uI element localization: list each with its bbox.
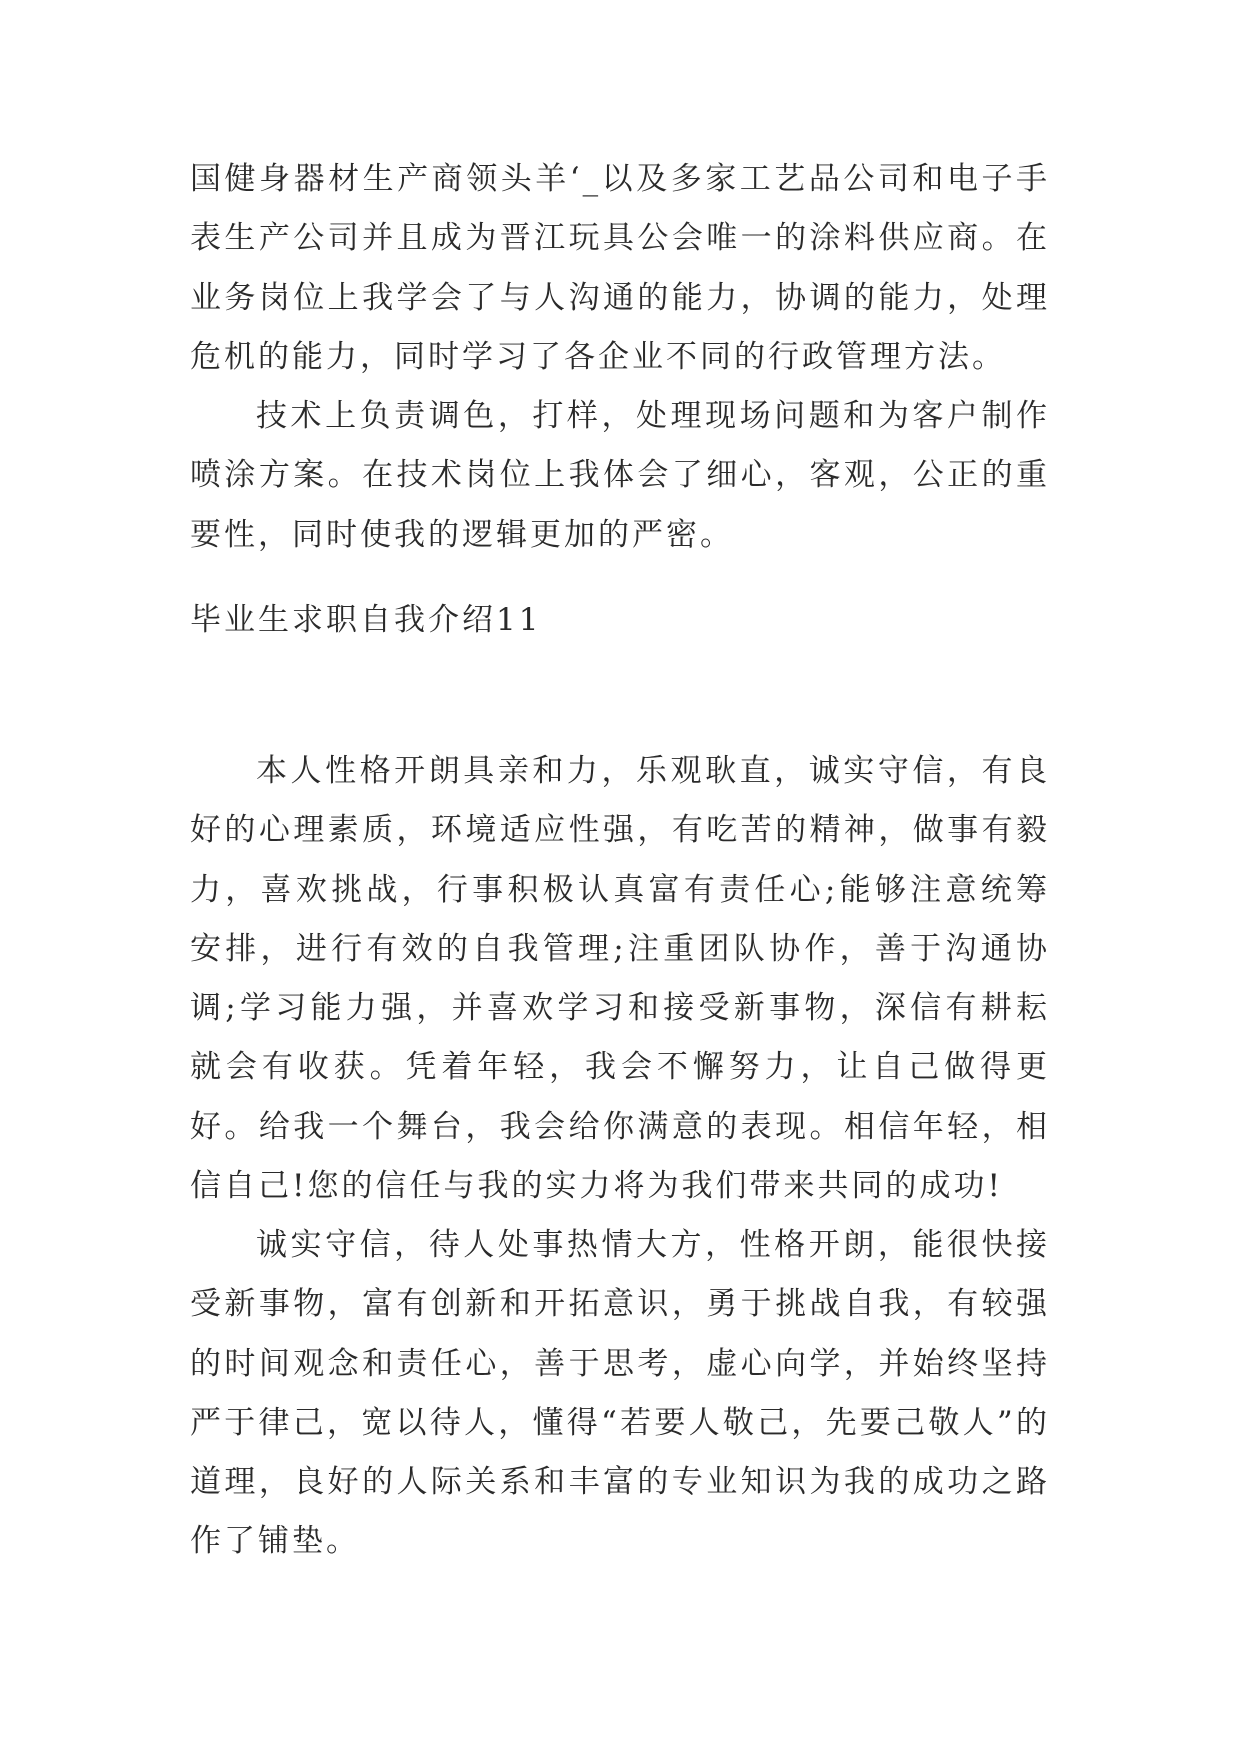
paragraph-continued: 国健身器材生产商领头羊‘_以及多家工艺品公司和电子手表生产公司并且成为晋江玩具公会唯一的涂料供应商。在业务岗位上我学会了与人沟通的能力，协调的能力，处理危机的能力，同时学习了各企业不同的行政管理方法。	[190, 161, 1050, 375]
paragraph-self-introduction: 本人性格开朗具亲和力，乐观耿直，诚实守信，有良好的心理素质，环境适应性强，有吃苦的精神，做事有毅力，喜欢挑战，行事积极认真富有责任心;能够注意统筹安排，进行有效的自我管理;注重团队协作，善于沟通协调;学习能力强，并喜欢学习和接受新事物，深信有耕耘就会有收获。凭着年轻，我会不懈努力，让自己做得更好。给我一个舞台，我会给你满意的表现。相信年轻，相信自己!您的信任与我的实力将为我们带来共同的成功!	[190, 753, 1050, 1205]
paragraph-technical: 技术上负责调色，打样，处理现场问题和为客户制作喷涂方案。在技术岗位上我体会了细心，客观，公正的重要性，同时使我的逻辑更加的严密。	[190, 398, 1050, 553]
paragraph-personal-qualities: 诚实守信，待人处事热情大方，性格开朗，能很快接受新事物，富有创新和开拓意识，勇于挑战自我，有较强的时间观念和责任心，善于思考，虚心向学，并始终坚持严于律己，宽以待人，懂得“若要人敬己，先要己敬人”的道理，良好的人际关系和丰富的专业知识为我的成功之路作了铺垫。	[190, 1227, 1050, 1560]
section-heading: 毕业生求职自我介绍11	[190, 602, 542, 638]
